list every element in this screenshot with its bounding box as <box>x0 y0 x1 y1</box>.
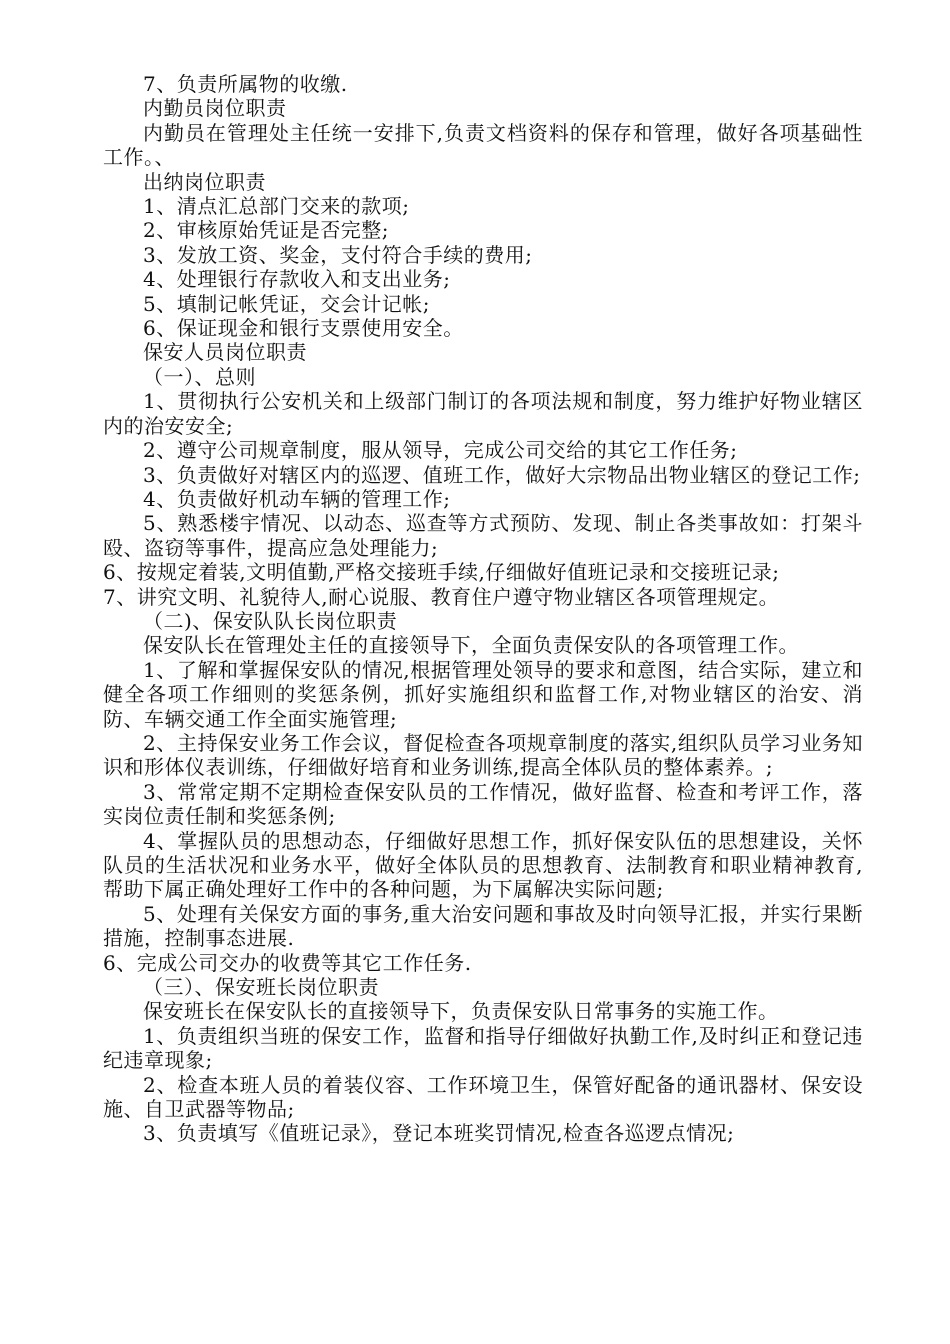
list-item: 3、负责填写《值班记录》，登记本班奖罚情况,检查各巡逻点情况; <box>143 1121 735 1146</box>
document-body <box>103 72 863 1146</box>
list-item: 6、按规定着装,文明值勤,严格交接班手续,仔细做好值班记录和交接班记录; <box>103 560 780 585</box>
list-item: 5、填制记帐凭证，交会计记帐; <box>143 291 430 316</box>
list-item: 2、主持保安业务工作会议，督促检查各项规章制度的落实,组织队员学习业务知识和形体仪表训练，仔细做好培育和业务训练,提高全体队员的整体素养。; <box>103 730 863 780</box>
section-heading: 出纳岗位职责 <box>143 169 266 194</box>
list-item: 1、贯彻执行公安机关和上级部门制订的各项法规和制度，努力维护好物业辖区内的治安安全; <box>103 389 863 438</box>
list-item: 3、常常定期不定期检查保安队员的工作情况，做好监督、检查和考评工作，落实岗位责任制和奖惩条例; <box>103 779 863 829</box>
list-item: 4、掌握队员的思想动态，仔细做好思想工作，抓好保安队伍的思想建设，关怀队员的生活状况和业务水平，做好全体队员的思想教育、法制教育和职业精神教育,帮助下属正确处理好工作中的各种问题，为下属解决实际问题; <box>103 828 863 902</box>
list-item: 3、负责做好对辖区内的巡逻、值班工作，做好大宗物品出物业辖区的登记工作; <box>143 462 861 487</box>
paragraph: 7、负责所属物的收缴. <box>143 72 348 96</box>
list-item: 6、完成公司交办的收费等其它工作任务. <box>103 950 472 975</box>
list-item: 1、了解和掌握保安队的情况,根据管理处领导的要求和意图，结合实际，建立和健全各项工作细则的奖惩条例，抓好实施组织和监督工作,对物业辖区的治安、消防、车辆交通工作全面实施管理; <box>103 657 863 731</box>
paragraph: 保安班长在保安队长的直接领导下，负责保安队日常事务的实施工作。 <box>143 999 779 1024</box>
list-item: 5、处理有关保安方面的事务,重大治安问题和事故及时向领导汇报，并实行果断措施，控制事态进展. <box>103 901 863 951</box>
section-heading: 内勤员岗位职责 <box>143 96 287 121</box>
list-item: 2、审核原始凭证是否完整; <box>143 218 389 243</box>
list-item: 2、遵守公司规章制度，服从领导，完成公司交给的其它工作任务; <box>143 438 738 463</box>
list-item: 1、清点汇总部门交来的款项; <box>143 194 410 219</box>
subsection-heading: （一）、总则 <box>143 364 256 389</box>
list-item: 6、保证现金和银行支票使用安全。 <box>143 316 464 341</box>
list-item: 5、熟悉楼宇情况、以动态、巡查等方式预防、发现、制止各类事故如：打架斗殴、盗窃等事件，提高应急处理能力; <box>103 511 863 560</box>
list-item: 2、检查本班人员的着装仪容、工作环境卫生，保管好配备的通讯器材、保安设施、自卫武器等物品; <box>103 1072 863 1122</box>
section-heading: 保安人员岗位职责 <box>143 340 307 365</box>
paragraph: 内勤员在管理处主任统一安排下,负责文档资料的保存和管理，做好各项基础性工作。、 <box>103 120 863 170</box>
list-item: 4、处理银行存款收入和支出业务; <box>143 267 451 292</box>
list-item: 3、发放工资、奖金，支付符合手续的费用; <box>143 242 533 267</box>
subsection-heading: （三）、保安班长岗位职责 <box>143 975 379 1000</box>
list-item: 7、讲究文明、礼貌待人,耐心说服、教育住户遵守物业辖区各项管理规定。 <box>103 584 780 609</box>
list-item: 1、负责组织当班的保安工作，监督和指导仔细做好执勤工作,及时纠正和登记违纪违章现象; <box>103 1023 863 1073</box>
list-item: 4、负责做好机动车辆的管理工作; <box>143 486 451 511</box>
subsection-heading: （二)、保安队队长岗位职责 <box>143 608 398 633</box>
paragraph: 保安队长在管理处主任的直接领导下，全面负责保安队的各项管理工作。 <box>143 633 799 658</box>
